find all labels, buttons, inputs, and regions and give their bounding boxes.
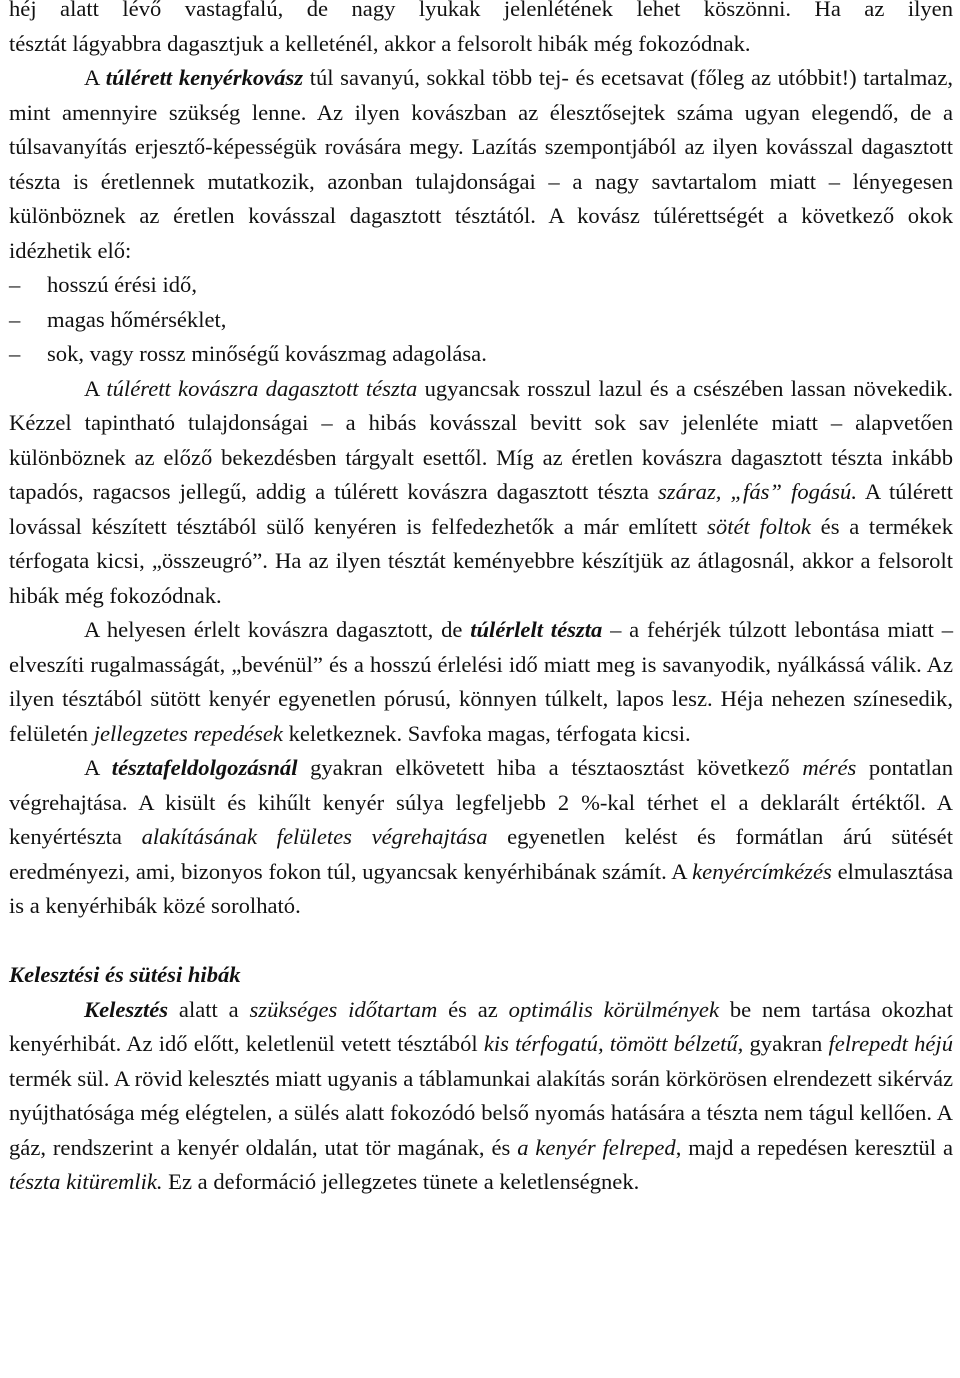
list-item (9, 268, 953, 303)
list-item-text: hosszú érési idő, (47, 272, 197, 297)
text-run: A (84, 755, 112, 780)
cause-list (9, 268, 953, 372)
text-run: pontatlan végrehajtása. A kisült és kihűlt kenyér súlya legfeljebb 2 %-kal térhet el a deklarált értéktől. A kenyértészta (9, 755, 953, 849)
text-run: gyakran elkövetett hiba a tésztaosztást következő (297, 755, 803, 780)
list-item (9, 337, 953, 372)
text-run: és a termékek térfogata kicsi, „összeugró”. Ha az ilyen tésztát keményebbre készítjük az átlagosnál, akkor a felsorolt hibák még fokozódnak. (9, 513, 953, 608)
emphasis-term: a kenyér felreped (517, 1134, 676, 1160)
text-run: A (84, 375, 107, 401)
emphasis-term: sötét foltok (707, 513, 811, 539)
paragraph-continuation (9, 0, 953, 61)
dash-bullet: – (9, 272, 21, 297)
text-run: A helyesen érlelt kovászra dagasztott, de (84, 617, 471, 642)
emphasis-term: túlérett kovászra dagasztott tészta (106, 375, 418, 401)
emphasis-term: kis térfogatú, tömött bélzetű, (483, 1031, 744, 1056)
emphasis-term: mérés (802, 755, 857, 780)
paragraph-overproofed-dough (9, 613, 953, 751)
emphasis-term: szükséges időtartam (249, 996, 438, 1022)
text-line: tésztát lágyabbra dagasztjuk a kelleténél, akkor a felsorolt hibák még fokozódnak. (9, 30, 751, 56)
emphasis-term: tészta kitüremlik. (9, 1169, 163, 1194)
text-run: – a fehérjék túlzott lebontása miatt – elveszíti rugalmasságát, „bevénül” és a hosszú érlelési idő miatt meg is savanyodik, nyálkássá válik. Az ilyen tésztából sütött kenyér egyenetlen pórusú, könnyen túlkelt, lapos lesz. Héja nehezen színesedik, felületén (9, 617, 953, 746)
emphasis-term: száraz, „fás” fogású. (657, 479, 857, 504)
text-run: A (84, 65, 106, 90)
emphasis-term: tésztafeldolgozásnál (111, 755, 298, 780)
paragraph-dough-processing (9, 751, 953, 924)
emphasis-term: kenyércímkézés (692, 858, 832, 884)
list-item (9, 303, 953, 338)
emphasis-term: túlérett kenyérkovász (105, 65, 304, 90)
text-run: keletkeznek. Savfoka magas, térfogata kicsi. (282, 720, 691, 746)
text-run: alatt a (168, 996, 250, 1022)
text-run: gyakran (743, 1031, 829, 1056)
text-run: túl savanyú, sokkal több tej- és ecetsavat (főleg az utóbbit!) tartalmaz, mint amennyire szükség lenne. Az ilyen kovászban az élesztősejtek száma ugyan elegendő, de a túlsavanyítás erjesztő-képességük rovására megy. Lazítás szempontjából az ilyen kovásszal dagasztott tészta is éretlennek mutatkozik, azonban tulajdonságai – a nagy savtartalom miatt – lényegesen különböznek az éretlen kovásszal dagasztott tésztától. A kovász túlérettségét a következő okok idézhetik elő: (9, 65, 953, 263)
text-run: és az (437, 996, 509, 1022)
section-heading: Kelesztési és sütési hibák (9, 962, 241, 987)
paragraph-overripe-dough (9, 372, 953, 614)
paragraph-proofing (9, 993, 953, 1200)
emphasis-term: optimális körülmények (508, 996, 719, 1022)
dash-bullet: – (9, 341, 21, 366)
text-run: A túlérett lovással készített tésztából sülő kenyéren is felfedezhetők a már említett (9, 479, 953, 539)
emphasis-term: túlérlelt tészta (470, 617, 603, 642)
list-item-text: magas hőmérséklet, (47, 306, 227, 332)
text-run: egyenetlen kelést és formátlan árú sütését eredményezi, ami, bizonyos fokon túl, ugyancsak kenyérhibának számít. A (9, 824, 953, 884)
text-run: be nem tartása okozhat kenyérhibát. Az idő előtt, keletlenül vetett tésztából (9, 996, 953, 1056)
emphasis-term: jellegzetes repedések (93, 720, 283, 746)
emphasis-term: felrepedt héjú (828, 1031, 954, 1056)
text-run: termék sül. A rövid kelesztés miatt ugyanis a táblamunkai alakítás során körkörösen elrendezett sikérváz nyújthatósága még elégtelen, a sülés alatt fokozódó belső nyomás hatására a tészta nem tágul kellően. A gáz, rendszerint a kenyér oldalán, utat tör magának, és (9, 1065, 953, 1160)
text-line: héj alatt lévő vastagfalú, de nagy lyukak jelenlétének lehet köszönni. Ha az ilyen (9, 0, 953, 21)
text-run: ugyancsak rosszul lazul és a csészében lassan növekedik. Kézzel tapintható tulajdonságai – a hibás kovásszal bevitt sok sav jelenléte miatt – alapvetően különböznek az előző bekezdésben tárgyalt esettől. Míg az éretlen kovászra dagasztott tészta inkább tapadós, ragacsos jellegű, addig a túlérett kovászra dagasztott tészta (9, 375, 953, 504)
list-item-text: sok, vagy rossz minőségű kovászmag adagolása. (47, 341, 487, 366)
dash-bullet: – (9, 306, 21, 332)
emphasis-term: alakításának felületes végrehajtása (141, 824, 488, 849)
text-run: Ez a deformáció jellegzetes tünete a keletlenségnek. (162, 1169, 640, 1194)
emphasis-term: Kelesztés (84, 996, 169, 1022)
text-run: elmulasztása is a kenyérhibák közé sorolható. (9, 858, 953, 918)
text-run: , majd a repedésen keresztül a (675, 1134, 954, 1160)
paragraph-overripe-sourdough (9, 61, 953, 268)
